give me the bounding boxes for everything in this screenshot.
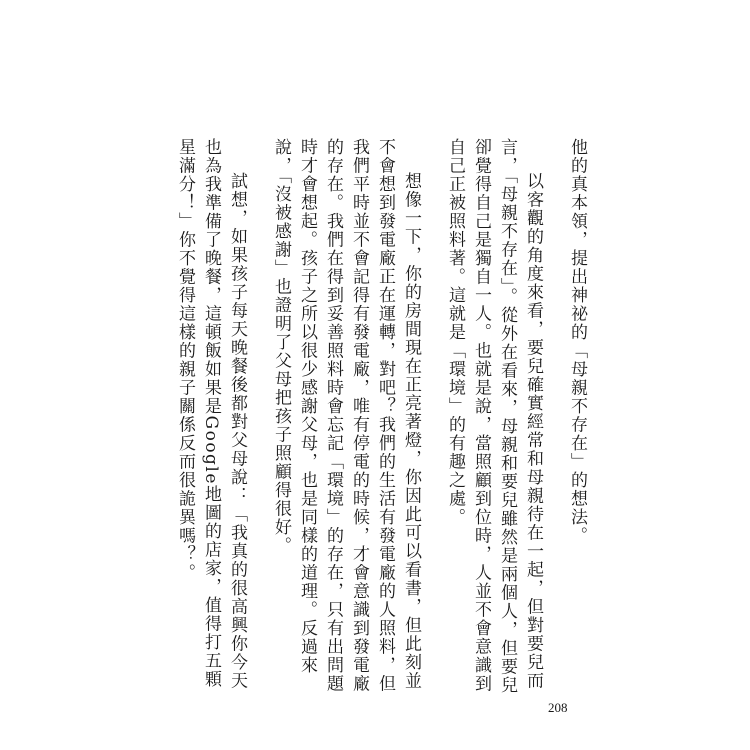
paragraph-3: 想像一下，你的房間現在正亮著燈，你因此可以看書，但此刻並不會想到發電廠正在運轉，對吧？我們的生活有發電廠的人照料，但我們平時並不會記得有發電廠，唯有停電的時候，才會意識到發電廠的存在。我們在得到妥善照料時會忘記「環境」的存在，只有出問題時才會想起。孩子之所以很少感謝父母，也是同樣的道理。反過來說，「沒被感謝」也證明了父母把孩子照顧得很好。 [271, 138, 421, 693]
paragraph-4: 試想，如果孩子每天晚餐後都對父母說：「我真的很高興你今天也為我準備了晚餐，這頓飯如果是Google地圖的店家，值得打五顆星滿分！」你不覺得這樣的親子關係反而很詭異嗎？。 [175, 138, 247, 690]
page-number: 208 [548, 700, 568, 715]
vertical-text-block [172, 138, 590, 698]
paragraph-2: 以客觀的角度來看，要兒確實經常和母親待在一起，但對要兒而言，「母親不存在」。從外在看來，母親和要兒雖然是兩個人，但要兒卻覺得自己是獨自一人。也就是說，當照顧到位時，人並不會意識到自己正被照料著。這就是「環境」的有趣之處。 [445, 138, 543, 695]
paragraph-1: 他的真本領，提出神祕的「母親不存在」的想法。 [567, 138, 587, 545]
